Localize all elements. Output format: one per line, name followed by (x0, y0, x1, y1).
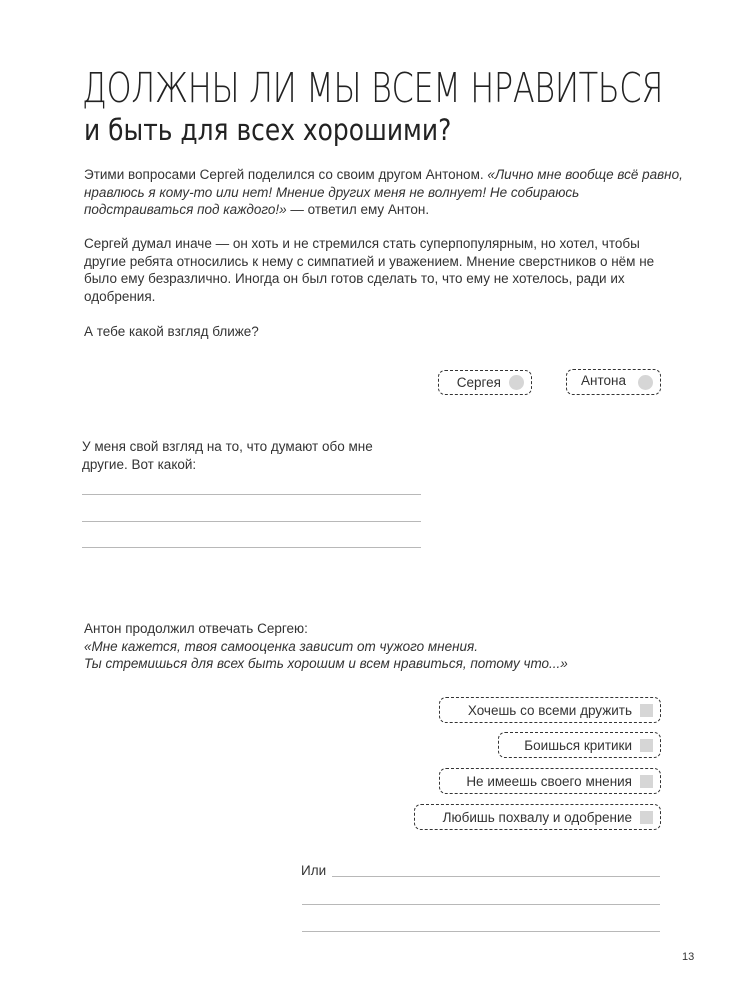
page-number: 13 (682, 951, 695, 963)
option-label: Любишь похвалу и одобрение (442, 809, 632, 825)
or-label: Или (301, 863, 327, 878)
sergey-paragraph: Сергей думал иначе — он хоть и не стремился стать суперпопулярным, но хотел, чтобы другие ребята относились к нему с симпатией и уважением. Мнение сверстников о нём не было ему безразлично. Иногда он был готов сделать то, что ему не хотелось, ради их одобрения. (84, 236, 655, 304)
anton-continued-paragraph (84, 620, 684, 673)
anton-quote: «Лично мне вообще всё равно, нравлюсь я кому-то или нет! Мнение других меня не волнует! Не собираюсь подстраиваться под каждого!» (84, 167, 683, 217)
answer-line[interactable] (82, 521, 421, 522)
page-subtitle: и быть для всех хорошими? (84, 113, 452, 147)
page-title: ДОЛЖНЫ ЛИ МЫ ВСЕМ НРАВИТЬСЯ (82, 64, 664, 112)
answer-line[interactable] (82, 547, 421, 548)
answer-line[interactable] (82, 494, 421, 495)
radio-circle-icon[interactable] (509, 375, 524, 390)
option-love-praise[interactable] (414, 804, 661, 830)
own-view-prompt: У меня свой взгляд на то, что думают обо мне другие. Вот какой: (82, 439, 373, 472)
anton-quote-line-2: Ты стремишься для всех быть хорошим и всем нравиться, потому что...» (84, 656, 568, 671)
checkbox-icon[interactable] (640, 811, 653, 824)
choice-anton-label: Антона (581, 373, 626, 388)
radio-circle-icon[interactable] (638, 375, 653, 390)
intro-text-end: — ответил ему Антон. (286, 202, 430, 217)
option-label: Хочешь со всеми дружить (467, 702, 632, 718)
option-label: Не имеешь своего мнения (466, 773, 632, 789)
option-make-friends[interactable] (439, 697, 661, 723)
intro-paragraph (84, 166, 684, 219)
answer-line[interactable] (302, 904, 660, 905)
checkbox-icon[interactable] (640, 739, 653, 752)
checkbox-icon[interactable] (640, 775, 653, 788)
answer-line[interactable] (332, 876, 660, 877)
choice-sergey-label: Сергея (456, 375, 501, 390)
choice-anton-button[interactable] (566, 369, 661, 395)
question-text: А тебе какой взгляд ближе? (84, 324, 259, 339)
anton-quote-line-1: «Мне кажется, твоя самооценка зависит от чужого мнения. (84, 638, 478, 654)
choice-sergey-button[interactable] (438, 370, 532, 395)
anton-continued-intro: Антон продолжил отвечать Сергею: (84, 621, 308, 636)
answer-line[interactable] (302, 931, 660, 932)
checkbox-icon[interactable] (640, 704, 653, 717)
intro-text: Этими вопросами Сергей поделился со своим другом Антоном. (84, 167, 488, 182)
option-label: Боишься критики (524, 737, 632, 753)
option-no-own-opinion[interactable] (439, 768, 661, 794)
option-fear-criticism[interactable] (498, 732, 661, 758)
